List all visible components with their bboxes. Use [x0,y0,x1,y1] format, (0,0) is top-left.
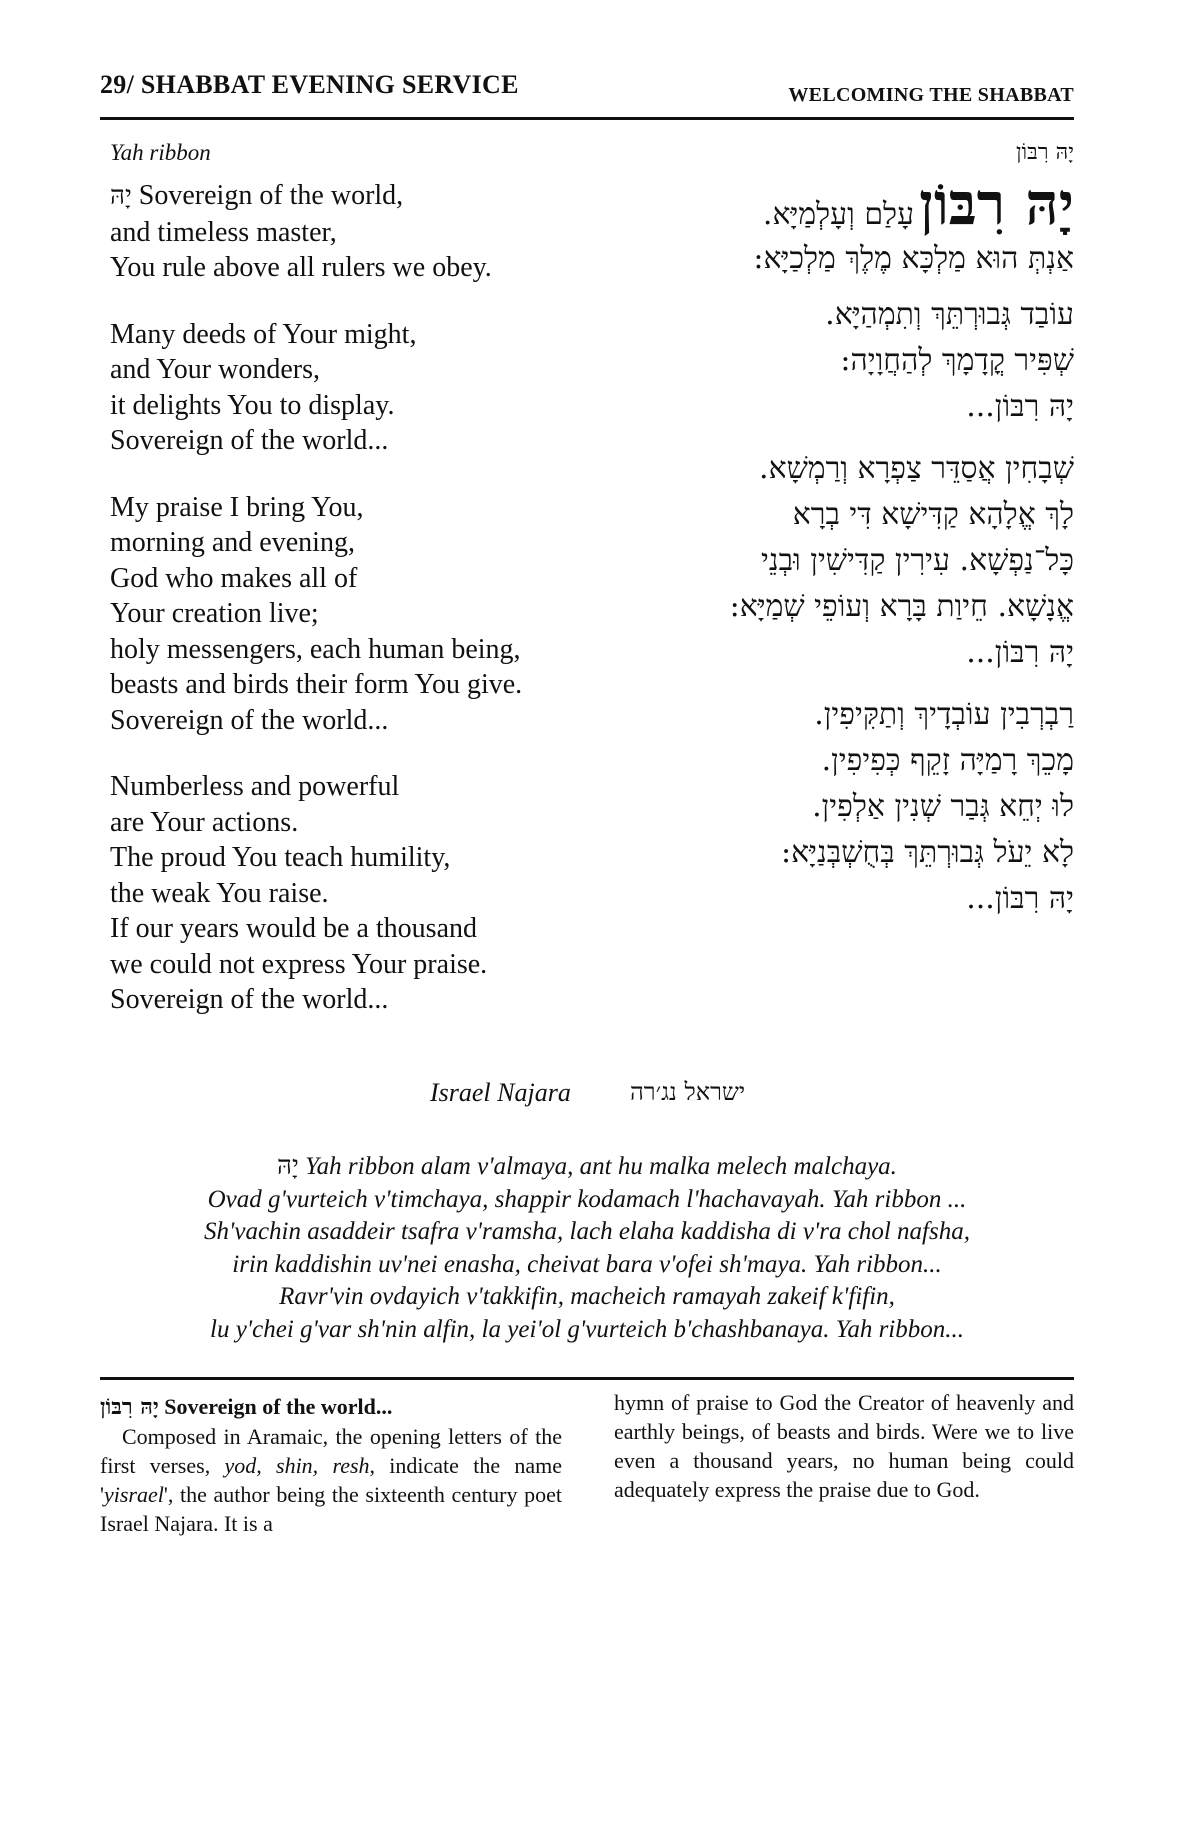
transliteration-line: Ovad g'vurteich v'timchaya, shappir kodamach l'hachavayah. Yah ribbon ... [207,1185,967,1213]
english-line: are Your actions. [110,806,299,838]
hebrew-prefix: יָהּ [277,1151,299,1181]
commentary-right: hymn of praise to God the Creator of heavenly and earthly beings, of beasts and birds. Were we to live even a thousand years, no human being could adequately express the praise due to God. [614,1390,1074,1502]
author-name-english: Israel Najara [430,1078,571,1107]
english-line: Numberless and powerful [110,771,400,802]
english-line: God who makes all of [110,562,358,594]
english-column [110,138,610,1018]
page-header [100,70,1074,116]
hebrew-line: אַנְתְּ הוּא מַלְכָּא מֶלֶךְ מַלְכַיָּא: [753,241,1074,276]
hebrew-line: יָהּ רִבּוֹן... [966,389,1074,424]
transliteration-line: Sh'vachin asaddeir tsafra v'ramsha, lach elaha kaddisha di v'ra chol nafsha, [204,1218,970,1245]
english-line: Many deeds of Your might, [110,318,417,350]
note-heading-english: Sovereign of the world... [164,1394,393,1419]
hebrew-line: לָךְ אֱלָהָא קַדִּישָׁא דִּי בְרָא [792,497,1074,532]
english-line: If our years would be a thousand [110,913,478,944]
english-line: the weak You raise. [110,877,329,909]
note-heading-hebrew: יָהּ רִבּוֹן [100,1394,159,1420]
english-line: Sovereign of the world... [110,704,389,736]
transliteration-line: יָהּ Yah ribbon alam v'almaya, ant hu malka melech malchaya. [277,1151,897,1181]
hebrew-line: לוּ יְחֵא גְּבַר שְׁנִין אַלְפִין. [812,789,1074,824]
hebrew-line: אֱנָשָׁא. חֵיוַת בָּרָא וְעוֹפֵי שְׁמַיָּא: [729,589,1074,624]
hebrew-line: יָהּ רִבּוֹן... [966,635,1074,670]
transliteration-block [100,1150,1074,1346]
english-line: My praise I bring You, [110,491,364,523]
hebrew-big-title: יָהּ רִבּוֹן [919,170,1074,238]
english-line: holy messengers, each human being, [110,633,521,665]
hebrew-line: מָכֵךְ רָמַיָּה זָקֵף כְּפִיפִין. [821,743,1074,778]
hebrew-line: עוֹבַד גְּבוּרְתֵּךְ וְתִמְהַיָּא. [825,297,1074,332]
header-divider [100,117,1074,120]
english-line: we could not express Your praise. [110,948,488,980]
hebrew-opening-line: יָהּ רִבּוֹן עָלַם וְעָלְמַיָּא. [762,170,1074,238]
english-stanza-1 [110,178,610,286]
english-line: Sovereign of the world... [110,425,389,456]
hebrew-line: יָהּ רִבּוֹן... [966,881,1074,916]
header-section-title: WELCOMING THE SHABBAT [788,84,1074,106]
hebrew-line: לָא יֵעֹל גְּבוּרְתֵּךְ בְּחֻשְׁבְּנַיָּא: [781,835,1074,870]
hebrew-line: שְׁפִּיר קֳדָמָךְ לְהַחֲוָיָה: [840,343,1074,378]
hebrew-stanza-1 [574,172,1074,282]
transliteration-line: Ravr'vin ovdayich v'takkifin, macheich ramayah zakeif k'fifin, [279,1283,895,1310]
english-line: it delights You to display. [110,389,395,421]
author-name-hebrew: ישראל נג׳רה [630,1078,746,1106]
notes-divider [100,1377,1074,1380]
english-line: beasts and birds their form You give. [110,669,523,700]
transliteration-line: irin kaddishin uv'nei enasha, cheivat bara v'ofei sh'maya. Yah ribbon... [232,1250,942,1278]
hebrew-stanza-2 [574,292,1074,430]
hebrew-stanza-3 [574,446,1074,676]
english-line: יָהּ Sovereign of the world, [110,180,404,211]
note-body: Composed in Aramaic, the opening letters of the first verses, yod, shin, resh, indicate the name 'yisrael', the author being the sixteenth century poet Israel Najara. It is a [100,1424,562,1536]
english-line: and Your wonders, [110,354,320,385]
english-line: Sovereign of the world... [110,984,389,1015]
note-heading [100,1392,562,1422]
hebrew-prefix: יָהּ [110,181,132,211]
hebrew-line: כָּל־נַפְשָׁא. עִירִין קַדִּישִׁין וּבְנֵי [761,543,1074,578]
section-title-english: Yah ribbon [110,140,211,165]
header-page-title: 29/ SHABBAT EVENING SERVICE [100,70,519,99]
english-stanza-2 [110,317,610,459]
commentary-left [100,1392,562,1538]
english-line: You rule above all rulers we obey. [110,252,492,283]
section-title-hebrew: יָהּ רִבּוֹן [1015,140,1074,165]
english-stanza-4 [110,769,610,1018]
hebrew-stanza-4 [574,692,1074,922]
english-line: Your creation live; [110,598,319,629]
hebrew-column [574,138,1074,922]
hebrew-line: רַבְרְבִין עוֹבְדָיךְ וְתַקִּיפִין. [814,697,1074,732]
hebrew-line: שְׁבָחִין אֲסַדֵּר צַפְרָא וְרַמְשָׁא. [759,451,1074,486]
english-line: morning and evening, [110,527,355,558]
english-stanza-3 [110,490,610,739]
english-line: and timeless master, [110,216,337,248]
english-line: The proud You teach humility, [110,842,451,873]
transliteration-line: lu y'chei g'var sh'nin alfin, la yei'ol g'vurteich b'chashbanaya. Yah ribbon... [210,1315,964,1343]
